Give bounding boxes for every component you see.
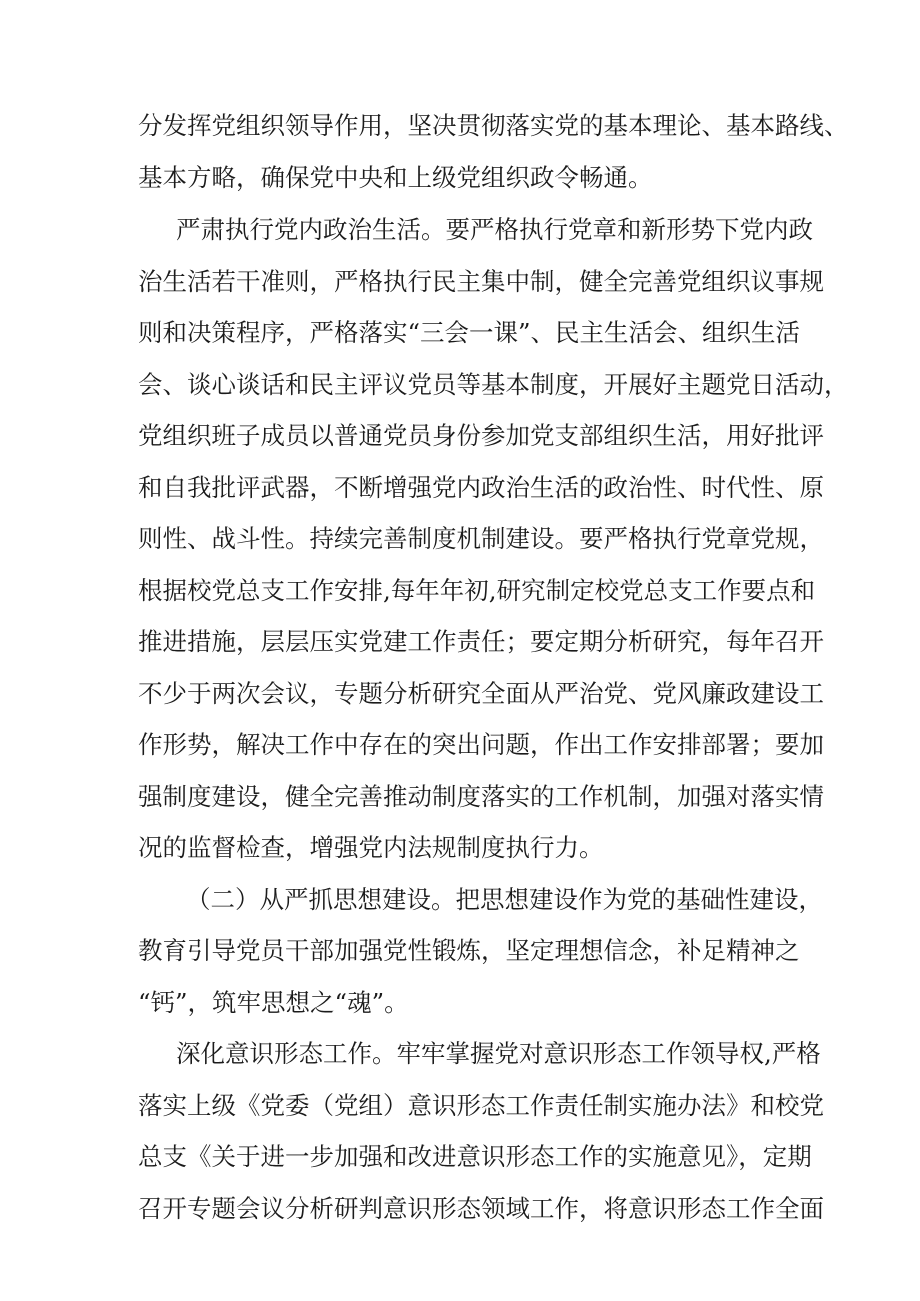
paragraph-political-life-line-5: 党组织班子成员以普通党员身份参加党支部组织生活，用好批评	[138, 421, 824, 450]
paragraph-ideology-line-2: 落实上级《党委（党组）意识形态工作责任制实施办法》和校党	[138, 1091, 824, 1120]
paragraph-political-life-line-3: 则和决策程序，严格落实“三会一课”、民主生活会、组织生活	[138, 318, 801, 347]
paragraph-political-life-line-10: 不少于两次会议，专题分析研究全面从严治党、党风廉政建设工	[138, 679, 824, 708]
section-two-heading-line-1: （二）从严抓思想建设。把思想建设作为党的基础性建设，	[186, 885, 823, 914]
paragraph-ideology-line-4: 召开专题会议分析研判意识形态领域工作，将意识形态工作全面	[138, 1194, 824, 1223]
section-two-heading-line-2: 教育引导党员干部加强党性锻炼，坚定理想信念，补足精神之	[138, 936, 800, 965]
paragraph-political-life-line-11: 作形势，解决工作中存在的突出问题，作出工作安排部署；要加	[138, 730, 824, 759]
paragraph-political-life-line-12: 强制度建设，健全完善推动制度落实的工作机制，加强对落实情	[138, 782, 824, 811]
paragraph-political-life-line-7: 则性、战斗性。持续完善制度机制建设。要严格执行党章党规，	[138, 524, 824, 553]
paragraph-political-life-line-13: 况的监督检查，增强党内法规制度执行力。	[138, 833, 604, 862]
paragraph-political-life-line-2: 治生活若干准则，严格执行民主集中制，健全完善党组织议事规	[138, 267, 824, 296]
paragraph-political-life-line-8: 根据校党总支工作安排,每年年初,研究制定校党总支工作要点和	[138, 576, 816, 605]
paragraph-continuation-line-2: 基本方略，确保党中央和上级党组织政令畅通。	[138, 163, 653, 192]
paragraph-political-life-line-6: 和自我批评武器，不断增强党内政治生活的政治性、时代性、原	[138, 473, 824, 502]
section-two-heading-line-3: “钙”，筑牢思想之“魂”。	[138, 988, 409, 1017]
paragraph-continuation-line-1: 分发挥党组织领导作用，坚决贯彻落实党的基本理论、基本路线、	[138, 111, 849, 140]
paragraph-political-life-line-4: 会、谈心谈话和民主评议党员等基本制度，开展好主题党日活动，	[138, 370, 849, 399]
paragraph-political-life-line-1: 严肃执行党内政治生活。要严格执行党章和新形势下党内政	[176, 215, 813, 244]
paragraph-ideology-line-1: 深化意识形态工作。牢牢掌握党对意识形态工作领导权,严格	[176, 1039, 821, 1068]
paragraph-political-life-line-9: 推进措施，层层压实党建工作责任；要定期分析研究，每年召开	[138, 627, 824, 656]
paragraph-ideology-line-3: 总支《关于进一步加强和改进意识形态工作的实施意见》，定期	[138, 1142, 812, 1171]
